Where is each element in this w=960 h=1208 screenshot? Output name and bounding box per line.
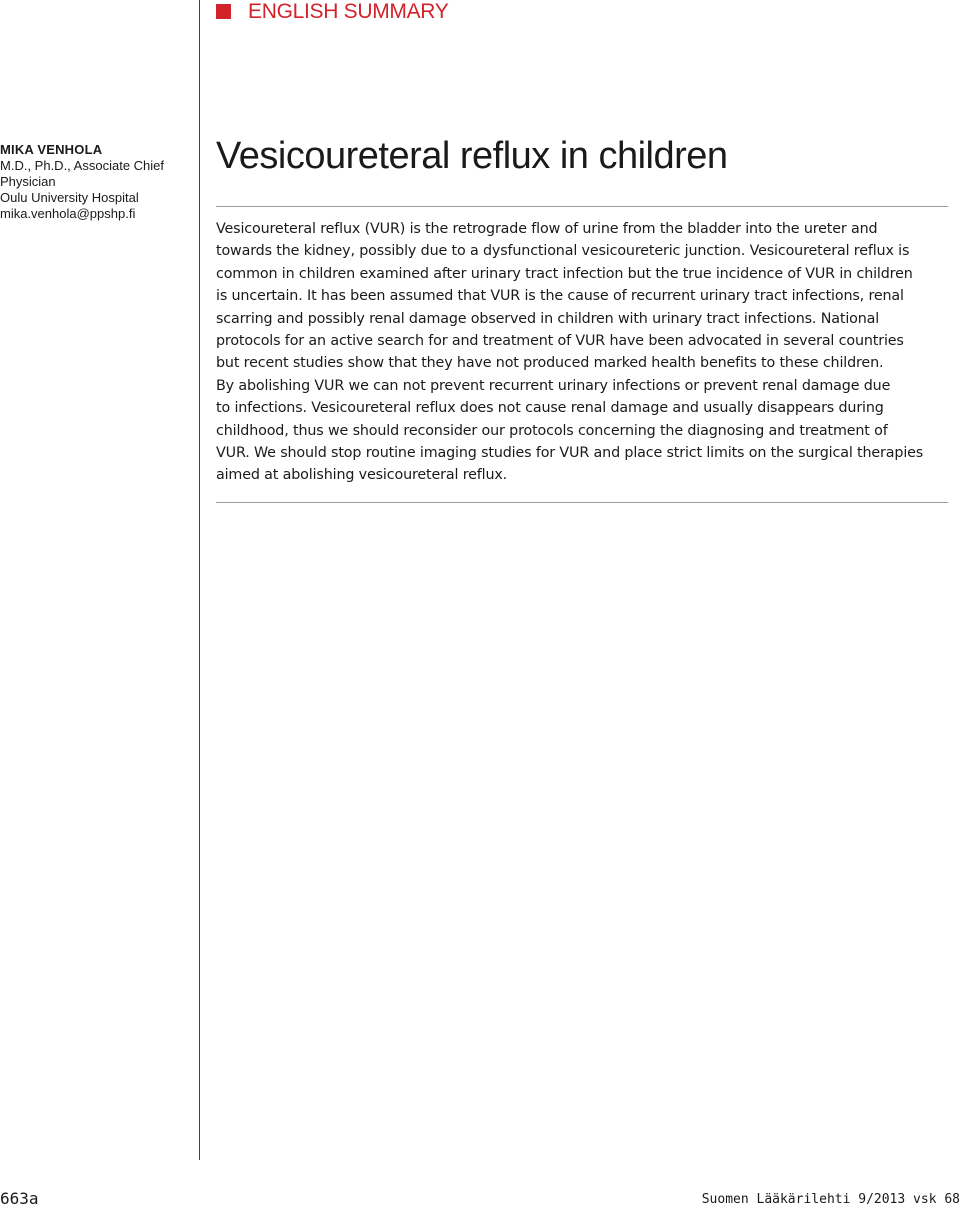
- abstract: [216, 218, 948, 487]
- column-divider: [199, 0, 200, 1160]
- author-degree: M.D., Ph.D., Associate Chief: [0, 158, 165, 173]
- abstract-line: common in children examined after urinary tract infection but the true incidence of VUR in children: [216, 265, 913, 282]
- page-number: 663a: [0, 1189, 39, 1208]
- abstract-line: By abolishing VUR we can not prevent recurrent urinary infections or prevent renal damage due: [216, 377, 891, 394]
- article-title: Vesicoureteral reflux in children: [216, 135, 728, 177]
- abstract-line: but recent studies show that they have not produced marked health benefits to these children.: [216, 355, 884, 372]
- section-marker: [216, 4, 231, 19]
- author-email: mika.venhola@ppshp.fi: [0, 206, 136, 221]
- abstract-line: aimed at abolishing vesicoureteral reflux.: [216, 467, 508, 484]
- abstract-line: to infections. Vesicoureteral reflux does not cause renal damage and usually disappears during: [216, 400, 884, 417]
- author-title: Physician: [0, 174, 56, 189]
- abstract-line: towards the kidney, possibly due to a dysfunctional vesicoureteric junction. Vesicoureteral reflux is: [216, 243, 910, 260]
- journal-citation: Suomen Lääkärilehti 9/2013 vsk 68: [701, 1192, 960, 1207]
- abstract-line: is uncertain. It has been assumed that VUR is the cause of recurrent urinary tract infections, renal: [216, 288, 904, 305]
- abstract-line: scarring and possibly renal damage observed in children with urinary tract infections. National: [216, 310, 880, 327]
- author-name: MIKA VENHOLA: [0, 142, 103, 157]
- author-block: [0, 142, 192, 222]
- abstract-line: childhood, thus we should reconsider our protocols concerning the diagnosing and treatment of: [216, 422, 888, 439]
- section-title: ENGLISH SUMMARY: [248, 0, 449, 23]
- title-divider: [216, 206, 948, 207]
- abstract-line: VUR. We should stop routine imaging studies for VUR and place strict limits on the surgical therapies: [216, 445, 924, 462]
- abstract-line: Vesicoureteral reflux (VUR) is the retrograde flow of urine from the bladder into the ureter and: [216, 221, 878, 237]
- abstract-divider: [216, 502, 948, 503]
- abstract-line: protocols for an active search for and treatment of VUR have been advocated in several countries: [216, 333, 904, 350]
- author-affiliation: Oulu University Hospital: [0, 190, 139, 205]
